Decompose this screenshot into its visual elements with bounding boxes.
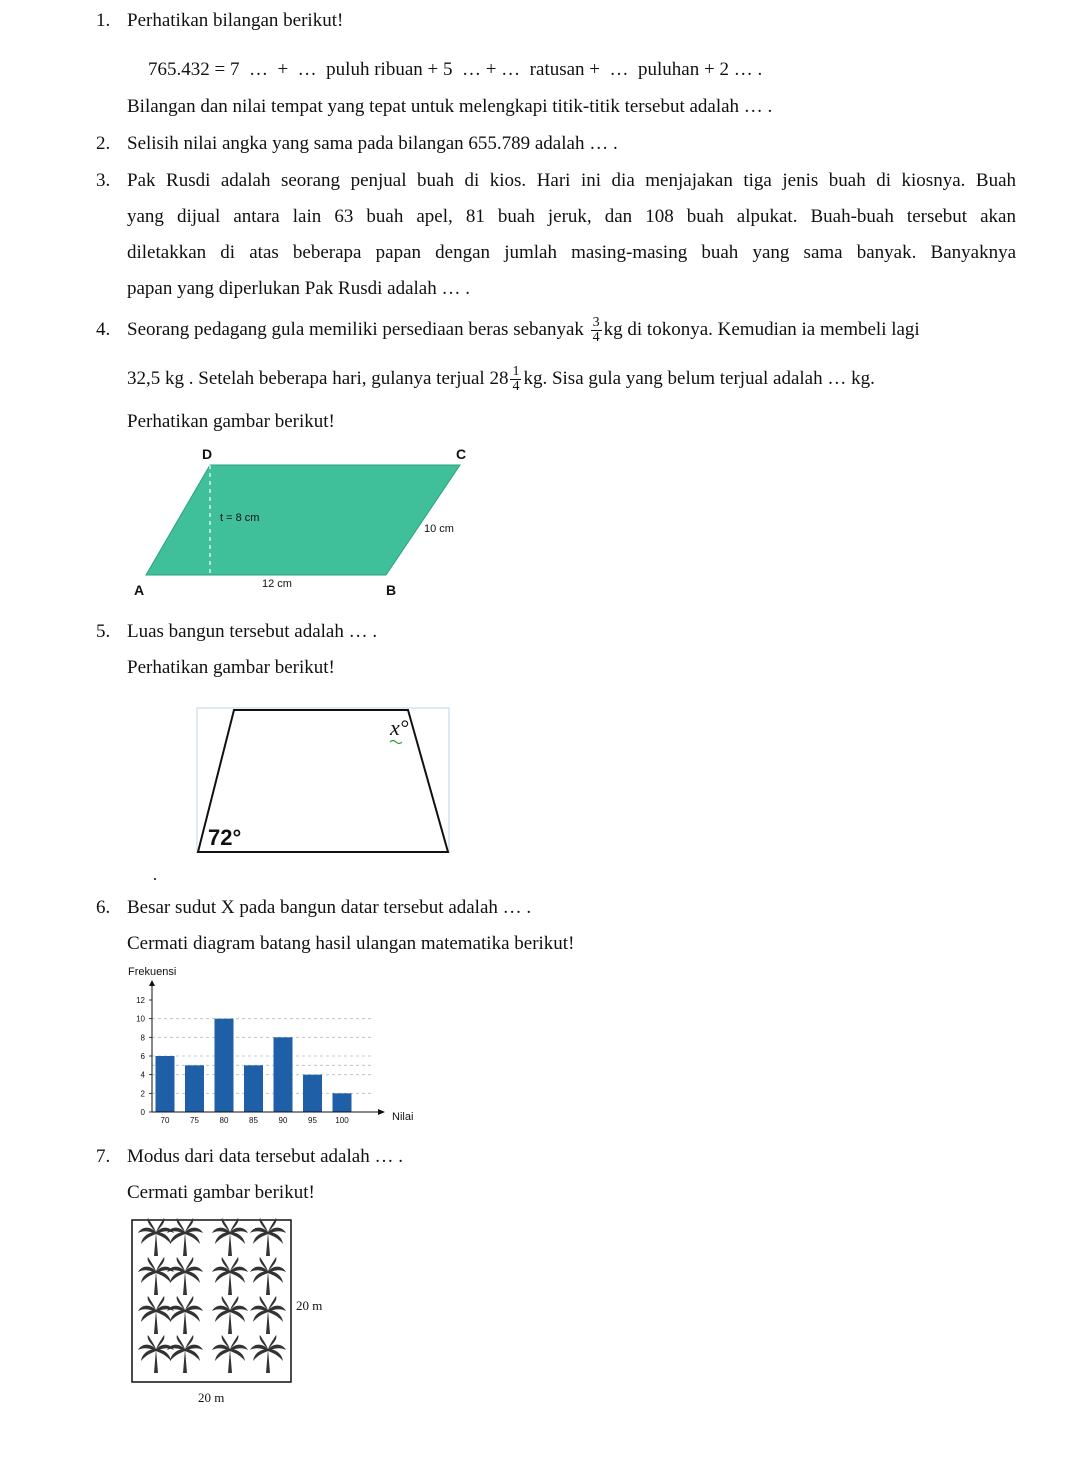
height-label: t = 8 cm <box>220 512 260 524</box>
q4-fraction-1-num: 3 <box>592 315 600 331</box>
x-axis-label: Nilai <box>392 1111 414 1123</box>
base-label: 12 cm <box>262 578 292 590</box>
q4-fraction-2-num: 1 <box>512 364 520 380</box>
parallelogram-figure <box>128 440 488 605</box>
vertex-B-label: B <box>386 582 397 598</box>
garden-side-label: 20 m <box>296 1298 323 1313</box>
q1-title: Perhatikan bilangan berikut! <box>127 10 344 31</box>
q7-text: Modus dari data tersebut adalah … . <box>127 1146 403 1167</box>
x-tick-label: 100 <box>335 1116 349 1125</box>
q3-line4: papan yang diperlukan Pak Rusdi adalah … . <box>127 278 470 299</box>
y-axis-label: Frekuensi <box>128 966 177 978</box>
q4-line1 <box>127 312 920 348</box>
bar-chart <box>122 960 452 1135</box>
q3-line3: diletakkan di atas beberapa papan dengan jumlah masing-masing buah yang sama banyak. Banyaknya <box>127 242 1016 263</box>
q1-question: Bilangan dan nilai tempat yang tepat untuk melengkapi titik-titik tersebut adalah … . <box>127 96 773 117</box>
garden-bottom-label: 20 m <box>198 1390 225 1405</box>
q4-line2-text-a: 32,5 kg . Setelah beberapa hari, gulanya terjual 28 <box>127 368 509 389</box>
x-tick-label: 75 <box>190 1116 199 1125</box>
vertex-C-label: C <box>456 446 467 462</box>
garden-figure <box>130 1218 350 1408</box>
instruction-figure-2: Perhatikan gambar berikut! <box>127 657 335 678</box>
q4-fraction-2 <box>510 365 521 394</box>
q5-number: 5. <box>96 621 111 642</box>
q3-number: 3. <box>96 170 111 191</box>
y-tick-label: 2 <box>140 1089 145 1099</box>
q4-number: 4. <box>96 319 111 340</box>
q1-number: 1. <box>96 10 111 31</box>
x-tick-label: 70 <box>160 1116 170 1125</box>
y-tick-label: 8 <box>140 1033 145 1043</box>
bar-95 <box>303 1075 322 1112</box>
q3-line1: Pak Rusdi adalah seorang penjual buah di kios. Hari ini dia menjajakan tiga jenis buah di kiosnya. Buah <box>127 170 1016 191</box>
bar-100 <box>333 1093 352 1112</box>
parallelogram-shape <box>146 465 460 575</box>
stray-dot <box>154 878 156 880</box>
q4-line2-text-b: kg. Sisa gula yang belum terjual adalah … kg. <box>523 368 875 389</box>
y-tick-label: 12 <box>136 996 145 1005</box>
q4-line1-text-b: kg di tokonya. Kemudian ia membeli lagi <box>603 319 920 340</box>
q4-line1-text-a: Seorang pedagang gula memiliki persediaan beras sebanyak <box>127 319 584 340</box>
q6-text: Besar sudut X pada bangun datar tersebut adalah … . <box>127 897 532 918</box>
instruction-figure-1: Perhatikan gambar berikut! <box>127 411 335 432</box>
q5-text: Luas bangun tersebut adalah … . <box>127 621 378 642</box>
q2-text: Selisih nilai angka yang sama pada bilangan 655.789 adalah … . <box>127 133 618 154</box>
q4-fraction-1-den: 4 <box>592 330 600 346</box>
bar-70 <box>156 1056 175 1112</box>
q4-fraction-1 <box>591 316 602 345</box>
angle-72-label: 72° <box>208 825 242 850</box>
bar-75 <box>185 1065 204 1112</box>
instruction-chart: Cermati diagram batang hasil ulangan matematika berikut! <box>127 933 575 954</box>
q1-equation: 765.432 = 7 … + … puluh ribuan + 5 … + … ratusan + … puluhan + 2 … . <box>148 59 763 80</box>
x-axis-arrow <box>378 1109 385 1115</box>
bar-85 <box>244 1065 263 1112</box>
q7-number: 7. <box>96 1146 111 1167</box>
q6-number: 6. <box>96 897 111 918</box>
y-tick-label: 0 <box>140 1108 145 1117</box>
y-tick-label: 6 <box>140 1052 145 1061</box>
trapezoid-figure <box>196 707 450 855</box>
q2-number: 2. <box>96 133 111 154</box>
q4-line2 <box>127 361 875 397</box>
angle-x-label: x° <box>390 715 409 740</box>
x-tick-label: 80 <box>219 1116 229 1125</box>
x-tick-label: 95 <box>308 1116 317 1125</box>
x-tick-label: 90 <box>278 1116 288 1125</box>
vertex-D-label: D <box>202 446 213 462</box>
x-tick-label: 85 <box>249 1116 258 1125</box>
q4-fraction-2-den: 4 <box>512 379 520 395</box>
bar-80 <box>215 1019 234 1112</box>
y-tick-label: 10 <box>136 1014 145 1024</box>
instruction-garden: Cermati gambar berikut! <box>127 1182 315 1203</box>
q3-line2: yang dijual antara lain 63 buah apel, 81 buah jeruk, dan 108 buah alpukat. Buah-buah tersebut akan <box>127 206 1016 227</box>
vertex-A-label: A <box>134 582 145 598</box>
bar-90 <box>274 1037 293 1112</box>
y-axis-arrow <box>149 980 155 986</box>
side-label: 10 cm <box>424 523 454 535</box>
y-tick-label: 4 <box>140 1070 145 1080</box>
